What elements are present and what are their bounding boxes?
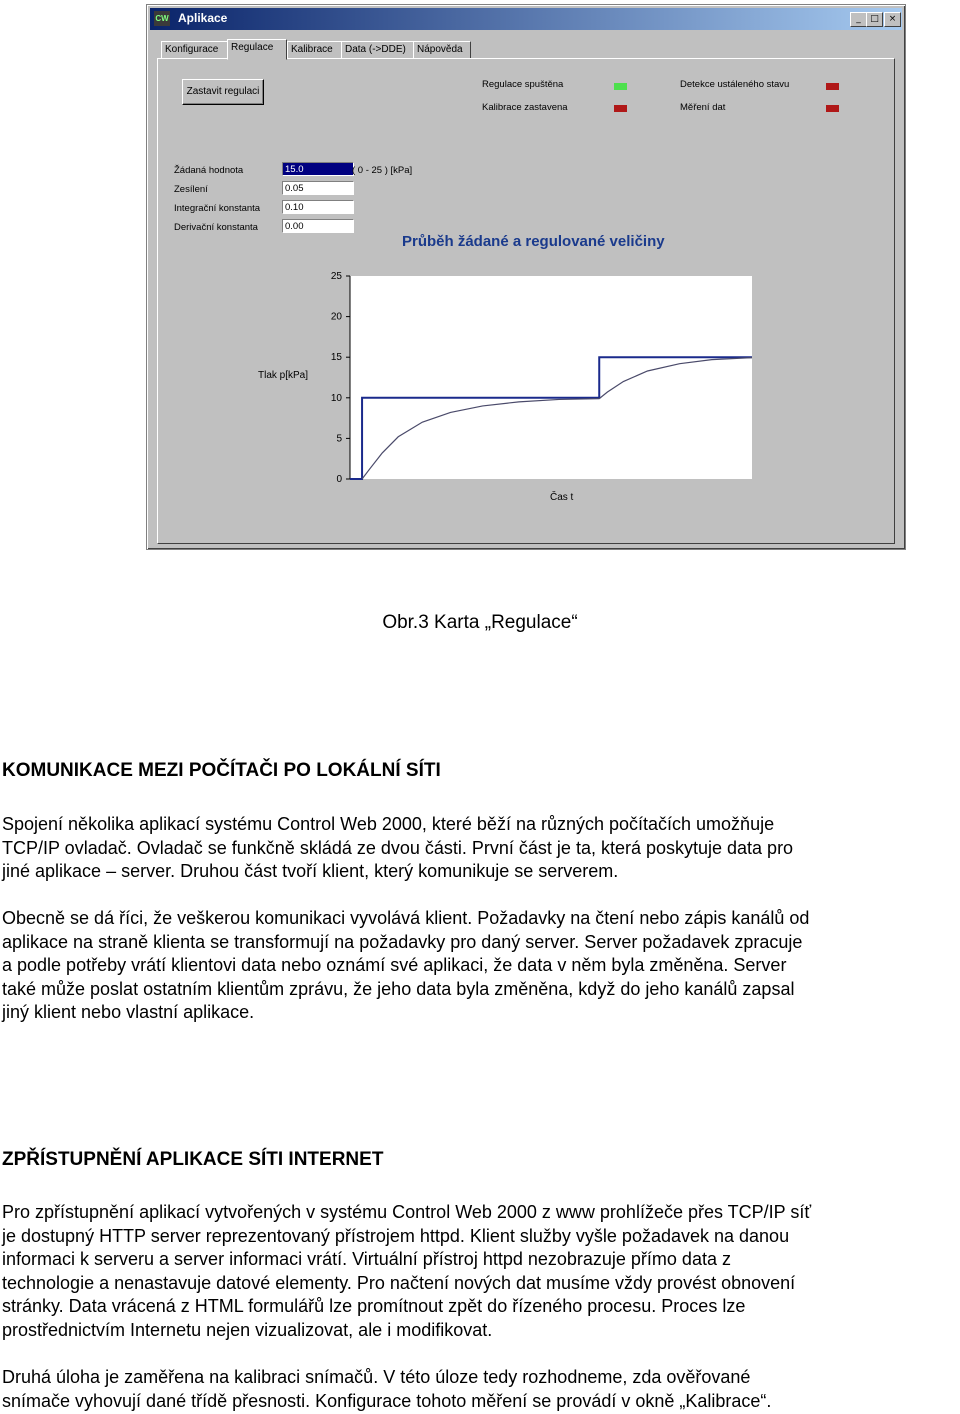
stop-regulation-button[interactable]: Zastavit regulaci <box>182 79 264 105</box>
text-line: prostřednictvím Internetu nejen vizualizovat, ale i modifikovat. <box>2 1319 493 1340</box>
y-axis-label: Tlak p[kPa] <box>258 370 309 381</box>
close-button[interactable]: × <box>884 12 901 27</box>
app-window <box>146 4 906 550</box>
figure-caption: Obr.3 Karta „Regulace“ <box>382 612 578 633</box>
text-line: Pro zpřístupnění aplikací vytvořených v systému Control Web 2000 z www prohlížeče přes TCP/IP síť <box>2 1202 812 1222</box>
tab-kalibrace[interactable]: Kalibrace <box>287 41 343 59</box>
text-line: TCP/IP ovladač. Ovladač se funkčně skládá ze dvou části. První část je ta, která poskytuje data pro <box>2 837 794 858</box>
tab-konfigurace[interactable]: Konfigurace <box>161 41 229 59</box>
title-bar <box>150 8 902 30</box>
minimize-button[interactable]: _ <box>850 12 867 27</box>
text-line: také může poslat ostatním klientům zprávu, že jeho data byla změněna, když do jeho kanálů zapsal <box>2 978 795 999</box>
plot-area <box>350 276 752 479</box>
heading-internet: ZPŘÍSTUPNĚNÍ APLIKACE SÍTI INTERNET <box>2 1149 384 1170</box>
tab-regulace[interactable]: Regulace <box>227 39 287 60</box>
text-line: aplikace na straně klienta se transformují na požadavky pro daný server. Server požadavek zpracuje <box>2 931 803 952</box>
text-line: Druhá úloha je zaměřena na kalibraci snímačů. V této úloze tedy rozhodneme, zda ověřované <box>2 1367 751 1387</box>
text-line: jiný klient nebo vlastní aplikace. <box>2 1002 255 1023</box>
text-line: jiné aplikace – server. Druhou část tvoří klient, který komunikuje se serverem. <box>2 861 619 882</box>
y-tick-label: 20 <box>330 311 342 323</box>
regulace-panel <box>157 58 895 544</box>
tab-data-dde[interactable]: Data (->DDE) <box>341 41 415 59</box>
status-label-measurement: Měření dat <box>680 102 726 113</box>
text-line: a podle potřeby vrátí klientovi data nebo oznámí své aplikaci, že data v něm byla změněna. Server <box>2 955 787 976</box>
text-line: snímače vyhovují dané třídě přesnosti. Konfigurace tohoto měření se provádí v okně „Kalibrace“. <box>2 1390 772 1411</box>
paragraph-lan-intro <box>2 813 958 884</box>
gain-field[interactable]: 0.05 <box>282 181 354 195</box>
text-line: informaci k serveru a server informaci vrátí. Virtuální přístroj httpd nezobrazuje přímo data z <box>2 1249 731 1270</box>
status-label-regulation: Regulace spuštěna <box>482 79 564 90</box>
y-tick-label: 25 <box>330 271 342 282</box>
pressure-chart <box>158 59 894 543</box>
chart-title: Průběh žádané a regulované veličiny <box>402 233 665 250</box>
app-icon: CW <box>154 11 170 26</box>
integral-field[interactable]: 0.10 <box>282 200 354 214</box>
y-tick-label: 10 <box>330 392 342 404</box>
text-line: Obecně se dá říci, že veškerou komunikaci vyvolává klient. Požadavky na čtení nebo zápis kanálů od <box>2 908 810 928</box>
heading-lan: KOMUNIKACE MEZI POČÍTAČI PO LOKÁLNÍ SÍTI <box>2 760 441 781</box>
derivative-field[interactable]: 0.00 <box>282 219 354 233</box>
text-line: technologie a nenastavuje datové elementy. Pro načtení nových dat musíme vždy provést obnovení <box>2 1272 796 1293</box>
param-label-derivative: Derivační konstanta <box>174 222 258 233</box>
y-tick-label: 15 <box>330 352 342 364</box>
maximize-button[interactable]: □ <box>866 12 883 27</box>
y-tick-label: 5 <box>336 433 342 445</box>
x-axis-label: Čas t <box>550 492 574 503</box>
window-title: Aplikace <box>178 11 228 25</box>
param-label-gain: Zesílení <box>174 184 208 195</box>
y-tick-label: 0 <box>336 474 342 485</box>
range-note: ( 0 - 25 ) [kPa] <box>352 165 413 176</box>
paragraph-calibration <box>2 1366 958 1413</box>
text-line: stránky. Data vrácená z HTML formulářů lze promítnout zpět do řízeného procesu. Proces lze <box>2 1296 746 1317</box>
paragraph-internet <box>2 1201 958 1343</box>
param-label-integral: Integrační konstanta <box>174 203 261 214</box>
param-label-setpoint: Žádaná hodnota <box>174 165 244 176</box>
text-line: je dostupný HTTP server reprezentovaný přístrojem httpd. Klient služby vyšle požadavek na danou <box>2 1225 790 1246</box>
status-label-calibration: Kalibrace zastavena <box>482 102 568 113</box>
setpoint-field[interactable]: 15.0 <box>282 162 354 176</box>
status-label-steady-state: Detekce ustáleného stavu <box>680 79 790 90</box>
paragraph-lan-client <box>2 907 958 1025</box>
tab-napoveda[interactable]: Nápověda <box>413 41 471 59</box>
text-line: Spojení několika aplikací systému Control Web 2000, které běží na různých počítačích umožňuje <box>2 814 775 834</box>
